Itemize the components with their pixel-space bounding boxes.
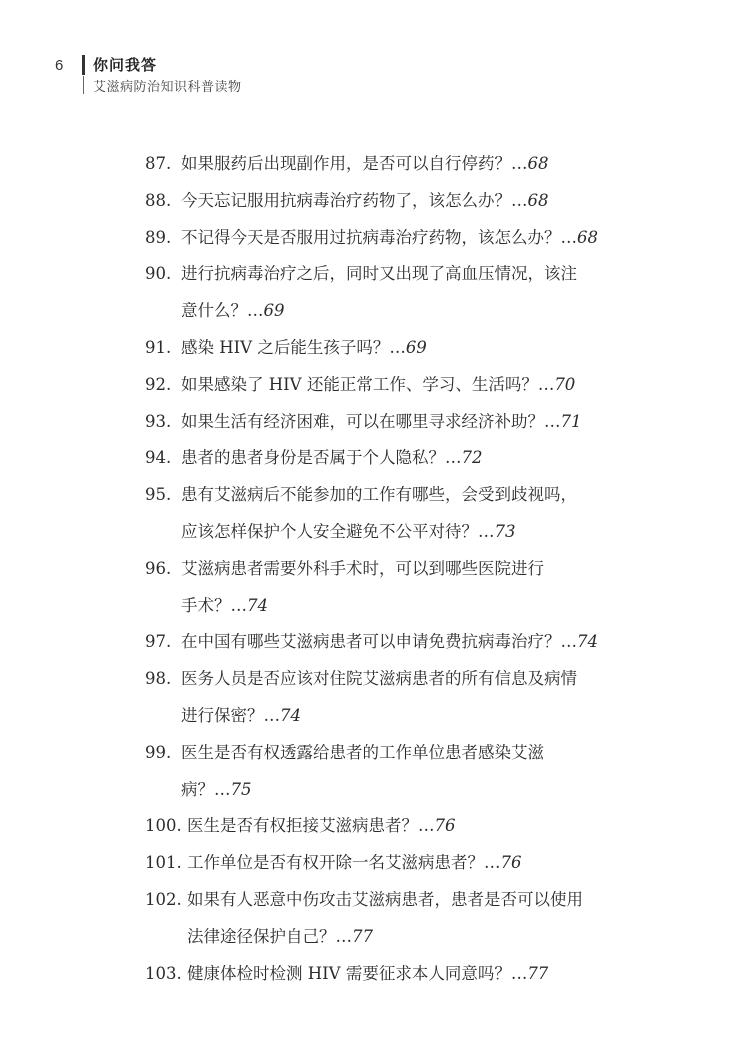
toc-entry-text: 健康体检时检测 HIV 需要征求本人同意吗？…77 bbox=[187, 963, 549, 983]
toc-entry-number: 88. bbox=[145, 190, 172, 210]
toc-entry-number: 95. bbox=[145, 485, 172, 505]
toc-entry-text: 感染 HIV 之后能生孩子吗？…69 bbox=[181, 338, 427, 357]
toc-entry-text: 医生是否有权拒接艾滋病患者？…76 bbox=[187, 816, 456, 836]
toc-entry[interactable] bbox=[145, 183, 645, 220]
toc-entry[interactable] bbox=[145, 956, 645, 993]
toc-entry-text: 进行抗病毒治疗之后，同时又出现了高血压情况，该注 bbox=[181, 264, 577, 284]
toc-entry[interactable] bbox=[145, 808, 645, 845]
toc-entry-text: 手术？…74 bbox=[181, 595, 268, 615]
toc-entry-page: 69 bbox=[405, 338, 427, 357]
toc-entry[interactable] bbox=[145, 404, 645, 441]
toc-entry[interactable] bbox=[145, 146, 645, 183]
toc-entry-page: 68 bbox=[527, 154, 549, 173]
toc-entry-page: 74 bbox=[577, 632, 598, 652]
header-divider bbox=[82, 55, 85, 75]
toc-entry-text: 不记得今天是否服用过抗病毒治疗药物，该怎么办？…68 bbox=[181, 227, 598, 247]
toc-entry[interactable] bbox=[145, 551, 645, 625]
toc-entry-text: 工作单位是否有权开除一名艾滋病患者？…76 bbox=[187, 853, 522, 873]
toc-entry-page: 69 bbox=[263, 301, 285, 321]
toc-entry-page: 74 bbox=[280, 705, 301, 725]
toc-entry-number: 99. bbox=[145, 742, 172, 762]
page-number: 6 bbox=[55, 57, 64, 74]
toc-entry-text: 应该怎样保护个人安全避免不公平对待？…73 bbox=[181, 521, 516, 541]
toc-entry[interactable] bbox=[145, 367, 645, 404]
toc-entry[interactable] bbox=[145, 624, 645, 661]
toc-entry-text: 如果服药后出现副作用，是否可以自行停药？…68 bbox=[181, 154, 549, 173]
toc-entry-number: 87. bbox=[145, 154, 172, 173]
toc-entry-page: 68 bbox=[577, 227, 598, 247]
toc-entry-text: 患有艾滋病后不能参加的工作有哪些，会受到歧视吗， bbox=[181, 485, 577, 505]
header-divider-thin bbox=[83, 76, 84, 94]
toc-entry-number: 103. bbox=[145, 963, 182, 983]
toc-entry-page: 76 bbox=[500, 853, 522, 873]
toc-entry-text: 医务人员是否应该对住院艾滋病患者的所有信息及病情 bbox=[181, 669, 577, 689]
toc-entry-number: 98. bbox=[145, 669, 172, 689]
toc-entry-number: 91. bbox=[145, 338, 172, 357]
toc-entry[interactable] bbox=[145, 220, 645, 257]
toc-entry-number: 89. bbox=[145, 227, 172, 247]
toc-entry-text: 今天忘记服用抗病毒治疗药物了，该怎么办？…68 bbox=[181, 190, 549, 210]
book-title: 你问我答 bbox=[93, 57, 158, 74]
toc-entry-page: 71 bbox=[560, 411, 582, 431]
toc-entry-text: 意什么？…69 bbox=[181, 301, 285, 321]
toc-entry-page: 77 bbox=[352, 926, 373, 946]
toc-entry[interactable] bbox=[145, 735, 645, 809]
toc-entry-page: 72 bbox=[461, 448, 483, 468]
toc-entry[interactable] bbox=[145, 477, 645, 551]
toc-entry-text: 如果有人恶意中伤攻击艾滋病患者，患者是否可以使用 bbox=[187, 890, 583, 909]
toc-entry[interactable] bbox=[145, 440, 645, 477]
toc-entry-text: 如果生活有经济困难，可以在哪里寻求经济补助？…71 bbox=[181, 411, 582, 431]
toc-entry-page: 75 bbox=[230, 779, 252, 799]
toc-entry-page: 70 bbox=[554, 374, 576, 394]
toc-entry-page: 77 bbox=[527, 963, 549, 983]
toc-entry[interactable] bbox=[145, 330, 645, 367]
toc-entry-number: 94. bbox=[145, 448, 172, 468]
toc-entry-number: 102. bbox=[145, 890, 182, 909]
toc-entry-text: 艾滋病患者需要外科手术时，可以到哪些医院进行 bbox=[181, 558, 544, 578]
toc-entry-text: 医生是否有权透露给患者的工作单位患者感染艾滋 bbox=[181, 742, 544, 762]
toc-entry-text: 进行保密？…74 bbox=[181, 705, 301, 725]
toc-entry[interactable] bbox=[145, 661, 645, 735]
toc-entry-number: 93. bbox=[145, 411, 172, 431]
toc-entry-text: 病？…75 bbox=[181, 779, 252, 799]
toc-entry-page: 74 bbox=[247, 595, 268, 615]
toc-entry-number: 100. bbox=[145, 816, 182, 836]
toc-entry-text: 患者的患者身份是否属于个人隐私？…72 bbox=[181, 448, 483, 468]
toc-entry-number: 97. bbox=[145, 632, 172, 652]
toc-entry[interactable] bbox=[145, 256, 645, 330]
toc-entry-text: 法律途径保护自己？…77 bbox=[187, 926, 373, 946]
toc-entry[interactable] bbox=[145, 882, 645, 956]
toc-entry-text: 如果感染了 HIV 还能正常工作、学习、生活吗？…70 bbox=[181, 374, 576, 394]
toc-entry-page: 73 bbox=[494, 521, 516, 541]
toc-entry-text: 在中国有哪些艾滋病患者可以申请免费抗病毒治疗？…74 bbox=[181, 632, 598, 652]
running-header bbox=[0, 0, 750, 110]
toc-entry-page: 76 bbox=[434, 816, 456, 836]
toc-entry[interactable] bbox=[145, 845, 645, 882]
toc-entry-number: 92. bbox=[145, 374, 172, 394]
toc-entry-page: 68 bbox=[527, 190, 549, 210]
book-subtitle: 艾滋病防治知识科普读物 bbox=[93, 79, 242, 94]
toc-entry-number: 96. bbox=[145, 558, 172, 578]
toc-entry-number: 90. bbox=[145, 264, 172, 284]
toc-entry-number: 101. bbox=[145, 853, 182, 873]
